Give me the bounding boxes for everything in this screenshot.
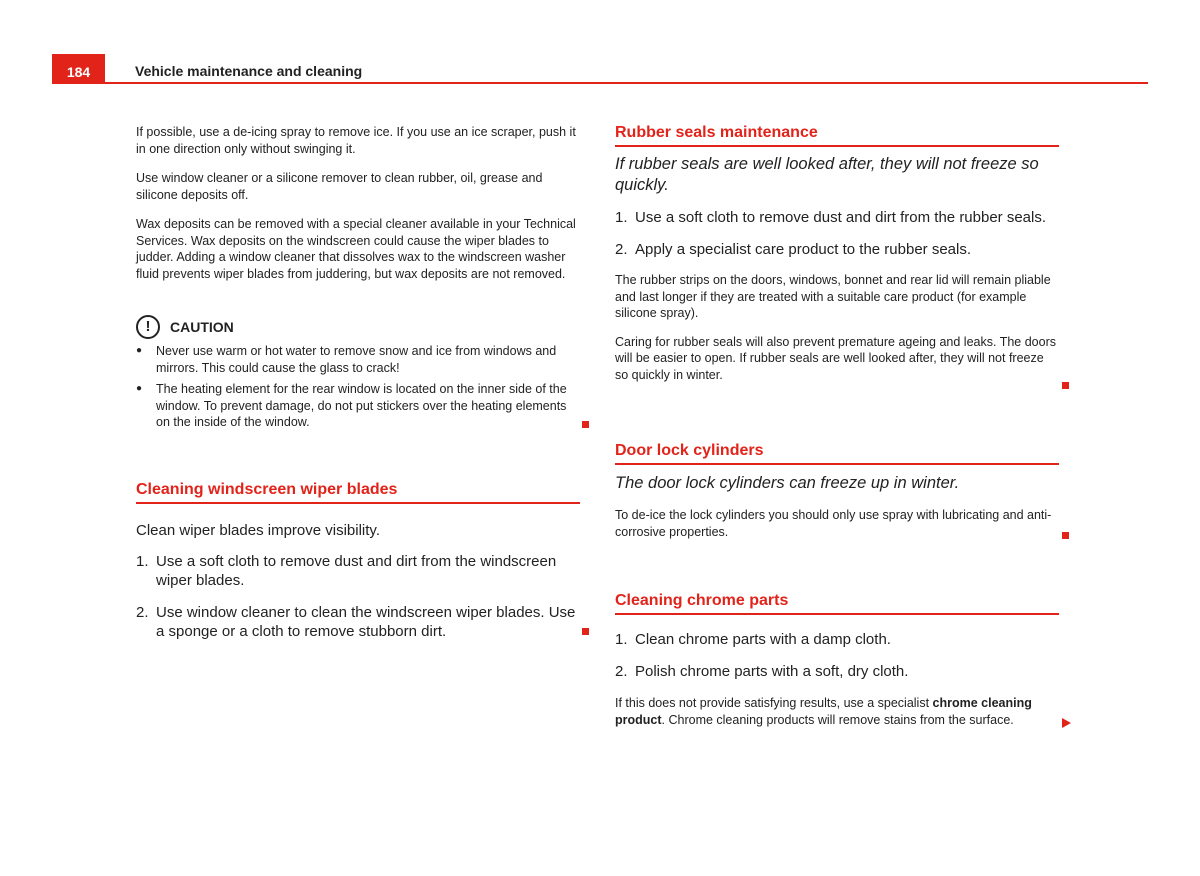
page-header-title: Vehicle maintenance and cleaning	[135, 63, 363, 79]
caution-bullet-text: Never use warm or hot water to remove snow and ice from windows and mirrors. This could cause the glass to crack!	[156, 344, 557, 375]
step-number: 1.	[615, 209, 628, 226]
header-rule	[52, 82, 1148, 84]
section-end-marker	[1062, 532, 1069, 539]
step-text: Use a soft cloth to remove dust and dirt from the rubber seals.	[635, 209, 1047, 226]
step-item	[615, 630, 1059, 649]
section-heading-door-lock: Door lock cylinders	[615, 442, 1059, 465]
chrome-text-start: If this does not provide satisfying results, use a specialist	[615, 696, 933, 710]
continue-arrow-icon	[1062, 718, 1071, 728]
step-number: 2.	[615, 663, 628, 680]
section-heading-chrome: Cleaning chrome parts	[615, 592, 1059, 615]
caution-bullet-text: The heating element for the rear window is located on the inner side of the window. To prevent damage, do not put stickers over the heating elements on the inside of the window.	[156, 382, 567, 429]
caution-box	[136, 315, 581, 431]
section-end-marker	[582, 628, 589, 635]
step-text: Polish chrome parts with a soft, dry cloth.	[635, 663, 909, 680]
section-chrome	[615, 592, 1059, 728]
section-end-marker	[1062, 382, 1069, 389]
section-end-marker	[582, 421, 589, 428]
caution-title: CAUTION	[170, 318, 234, 335]
section-wiper	[136, 481, 580, 641]
caution-bullet	[136, 343, 581, 376]
step-number: 1.	[615, 631, 628, 648]
step-item	[136, 552, 580, 590]
bullet-icon: ●	[136, 383, 143, 394]
section-lead: The door lock cylinders can freeze up in winter.	[615, 474, 960, 492]
paragraph-rubber-strips: The rubber strips on the doors, windows, bonnet and rear lid will remain pliable and last longer if they are treated with a suitable care product (for example silicone spray).	[615, 273, 1051, 320]
step-number: 2.	[136, 604, 149, 621]
caution-bullet	[136, 381, 581, 431]
section-heading-rubber: Rubber seals maintenance	[615, 124, 1059, 147]
chrome-text-bold: chrome cleaning product	[615, 696, 1032, 727]
section-lead: Clean wiper blades improve visibility.	[136, 522, 380, 539]
section-lead: If rubber seals are well looked after, they will not freeze so quickly.	[615, 155, 1039, 194]
left-intro	[136, 124, 581, 282]
paragraph-chrome	[615, 695, 1059, 728]
section-door-lock	[615, 442, 1059, 540]
step-number: 2.	[615, 241, 628, 258]
step-item	[615, 662, 1059, 681]
step-text: Clean chrome parts with a damp cloth.	[635, 631, 891, 648]
chrome-text-end: . Chrome cleaning products will remove stains from the surface.	[661, 712, 1014, 727]
paragraph-door-lock: To de-ice the lock cylinders you should only use spray with lubricating and anti-corrosive properties.	[615, 508, 1052, 539]
bullet-icon: ●	[136, 345, 143, 356]
paragraph-deicing: If possible, use a de-icing spray to remove ice. If you use an ice scraper, push it in one direction only without swinging it.	[136, 125, 576, 156]
caution-header	[136, 315, 581, 339]
section-heading-wiper: Cleaning windscreen wiper blades	[136, 481, 580, 504]
step-text: Apply a specialist care product to the rubber seals.	[635, 241, 972, 258]
page-number: 184	[52, 54, 105, 84]
step-text: Use a soft cloth to remove dust and dirt from the windscreen wiper blades.	[156, 553, 557, 589]
step-item	[136, 603, 580, 641]
section-rubber	[615, 124, 1059, 383]
step-text: Use window cleaner to clean the windscreen wiper blades. Use a sponge or a cloth to remove stubborn dirt.	[156, 604, 576, 640]
paragraph-rubber-care: Caring for rubber seals will also prevent premature ageing and leaks. The doors will be easier to open. If rubber seals are well looked after, they will not freeze so quickly in winter.	[615, 334, 1056, 382]
step-number: 1.	[136, 553, 149, 570]
step-item	[615, 208, 1059, 227]
warning-exclamation-icon: !	[136, 315, 160, 339]
paragraph-cleaner: Use window cleaner or a silicone remover to clean rubber, oil, grease and silicone deposits off.	[136, 171, 543, 202]
paragraph-wax: Wax deposits can be removed with a special cleaner available in your Technical Services. Wax deposits on the windscreen could cause the wiper blades to judder. Adding a window cleaner that dissolves wax to the windscreen washer fluid prevents wiper blades from juddering, but wax deposits are not removed.	[136, 217, 576, 281]
step-item	[615, 240, 1059, 259]
